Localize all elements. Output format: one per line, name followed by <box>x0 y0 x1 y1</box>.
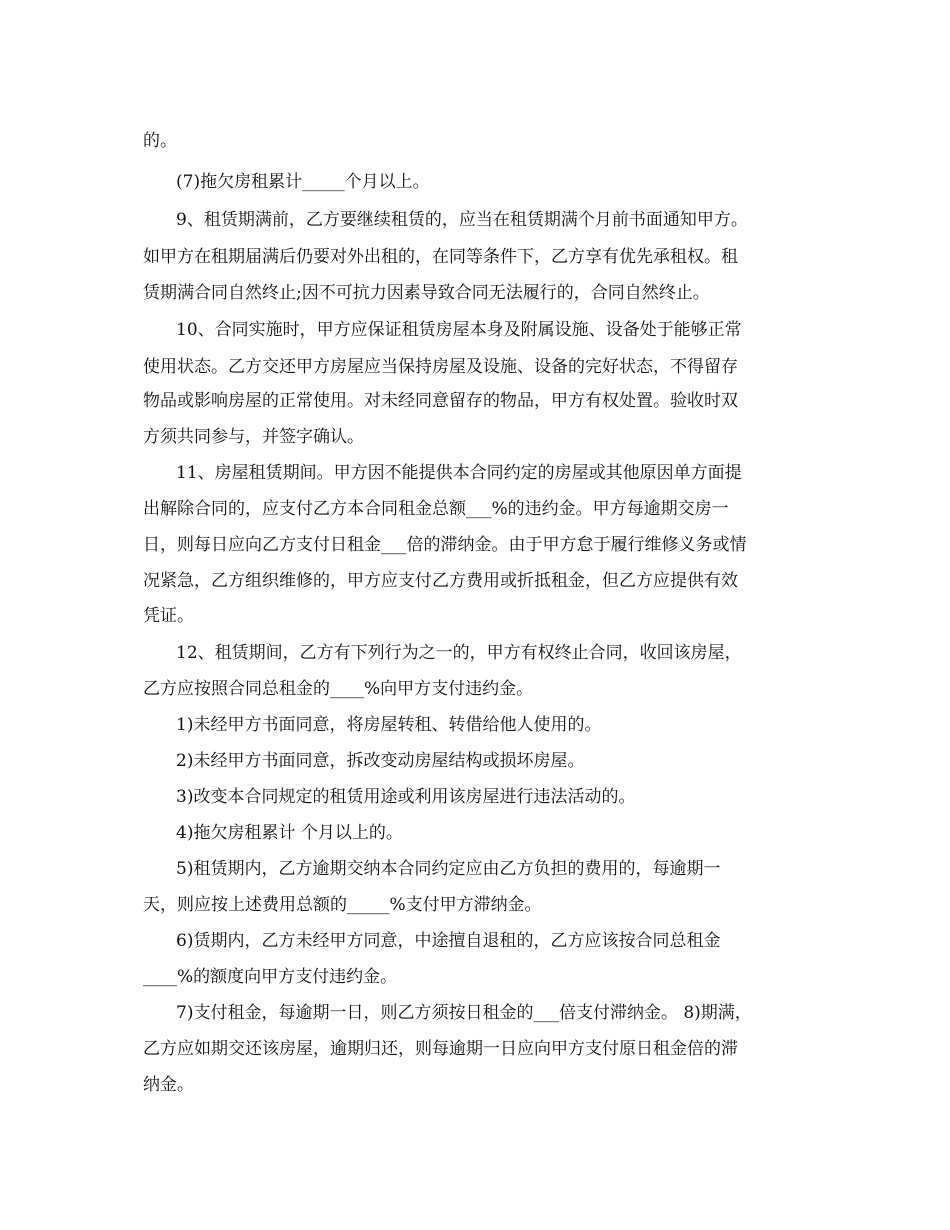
text-line: 的。 <box>143 131 177 151</box>
text-line: 况紧急，乙方组织维修的，甲方应支付乙方费用或折抵租金，但乙方应提供有效 <box>143 571 738 591</box>
text-line: 天，则应按上述费用总额的_____%支付甲方滞纳金。 <box>143 895 542 915</box>
text-line: 10、合同实施时，甲方应保证租赁房屋本身及附属设施、设备处于能够正常 <box>176 320 742 340</box>
text-line: 2)未经甲方书面同意，拆改变动房屋结构或损坏房屋。 <box>176 751 585 771</box>
text-line: 赁期满合同自然终止;因不可抗力因素导致合同无法履行的，合同自然终止。 <box>143 283 710 303</box>
text-line: ____%的额度向甲方支付违约金。 <box>143 967 398 987</box>
text-line: 11、房屋租赁期间。甲方因不能提供本合同约定的房屋或其他原因单方面提 <box>176 463 742 483</box>
text-line: 3)改变本合同规定的租赁用途或利用该房屋进行违法活动的。 <box>176 787 636 807</box>
text-line: 4)拖欠房租累计 个月以上的。 <box>176 823 403 843</box>
text-line: 出解除合同的，应支付乙方本合同租金总额___%的违约金。甲方每逾期交房一 <box>143 499 729 519</box>
text-line: 1)未经甲方书面同意，将房屋转租、转借给他人使用的。 <box>176 715 602 735</box>
text-line: 乙方应按照合同总租金的____%向甲方支付违约金。 <box>143 679 534 699</box>
text-line: 使用状态。乙方交还甲方房屋应当保持房屋及设施、设备的完好状态，不得留存 <box>143 357 738 377</box>
text-line: 7)支付租金，每逾期一日，则乙方须按日租金的___倍支付滞纳金。 8)期满， <box>176 1003 752 1023</box>
text-line: 如甲方在租期届满后仍要对外出租的，在同等条件下，乙方享有优先承租权。租 <box>143 247 738 267</box>
text-line: 日，则每日应向乙方支付日租金___倍的滞纳金。由于甲方怠于履行维修义务或情 <box>143 535 747 555</box>
text-line: 纳金。 <box>143 1075 194 1095</box>
text-line: 9、租赁期满前，乙方要继续租赁的，应当在租赁期满个月前书面通知甲方。 <box>176 210 748 230</box>
text-line: 方须共同参与，并签字确认。 <box>143 427 364 447</box>
text-line: 12、租赁期间，乙方有下列行为之一的，甲方有权终止合同，收回该房屋， <box>176 643 742 663</box>
text-line: 物品或影响房屋的正常使用。对未经同意留存的物品，甲方有权处置。验收时双 <box>143 391 738 411</box>
text-line: 乙方应如期交还该房屋，逾期归还，则每逾期一日应向甲方支付原日租金倍的滞 <box>143 1039 738 1059</box>
text-line: (7)拖欠房租累计_____个月以上。 <box>176 172 430 192</box>
text-line: 5)租赁期内，乙方逾期交纳本合同约定应由乙方负担的费用的，每逾期一 <box>176 859 721 879</box>
text-line: 6)赁期内，乙方未经甲方同意，中途擅自退租的，乙方应该按合同总租金 <box>176 931 721 951</box>
text-line: 凭证。 <box>143 606 194 626</box>
